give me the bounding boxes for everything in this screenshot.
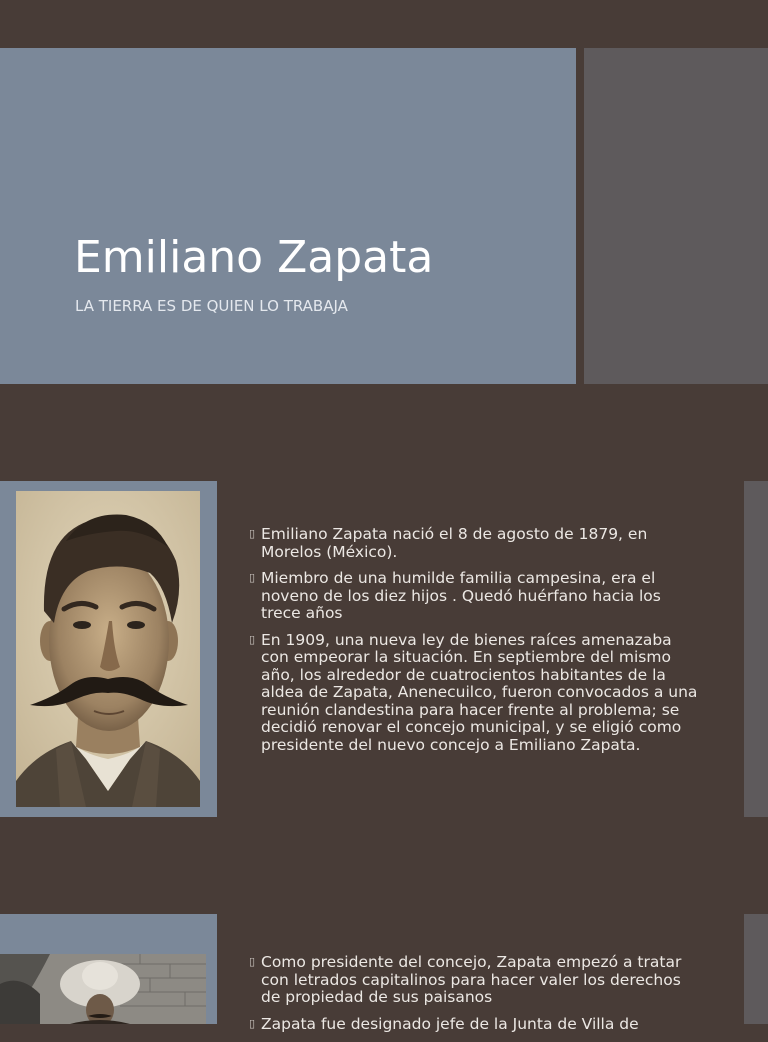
bullet-list-council [249,954,699,1042]
bullet-text: En 1909, una nueva ley de bienes raíces amenazaba con empeorar la situación. En septiembre del mismo año, los alrededor de cuatrocientos habitantes de la aldea de Zapata, Anenecuilco, fueron convocados a una reunión clandestina para hacer frente al problema; se decidió renovar el concejo municipal, y se eligió como presidente del nuevo concejo a Emiliano Zapata. [261,630,698,754]
list-item [249,526,699,561]
bullet-icon: ▯ [249,632,256,646]
bullet-text: Zapata fue designado jefe de la Junta de Villa de [261,1014,639,1033]
list-item [249,954,699,1007]
list-item [249,1016,699,1034]
bullet-text: Emiliano Zapata nació el 8 de agosto de 1879, en Morelos (México). [261,525,648,561]
bullet-text: Miembro de una humilde familia campesina, era el noveno de los diez hijos . Quedó huérfano hacia los trece años [261,569,661,622]
title-side-panel [584,48,768,384]
bullet-list-biography [249,526,699,763]
zapata-hat-photo [0,954,206,1024]
title-panel [0,48,576,384]
slide-subtitle: LA TIERRA ES DE QUIEN LO TRABAJA [75,297,348,315]
bullet-icon: ▯ [249,571,256,584]
right-accent-strip [744,914,768,1024]
list-item [249,570,699,623]
right-accent-strip [744,481,768,817]
portrait-photo [16,491,200,807]
list-item [249,632,699,755]
bullet-text: Como presidente del concejo, Zapata empezó a tratar con letrados capitalinos para hacer valer los derechos de propiedad de sus paisanos [261,953,682,1006]
bullet-icon: ▯ [249,527,256,540]
bullet-icon: ▯ [249,955,256,968]
slide-title: Emiliano Zapata [74,232,434,283]
bullet-icon: ▯ [249,1016,256,1030]
